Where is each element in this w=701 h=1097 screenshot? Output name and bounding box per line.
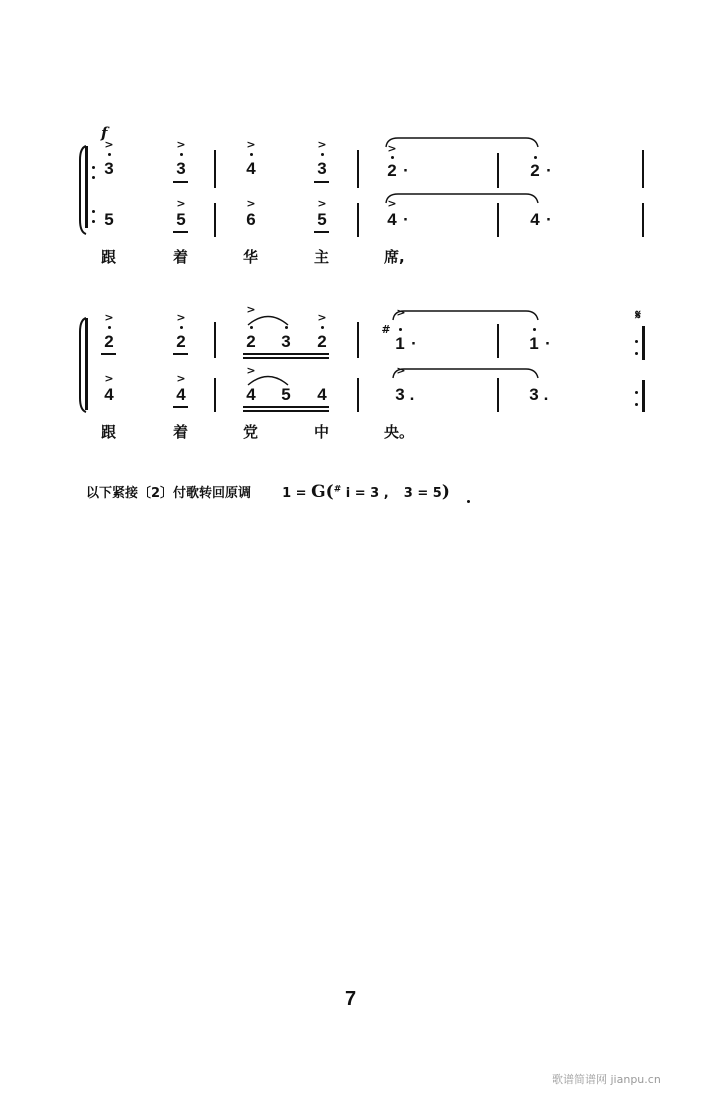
note: 4	[317, 385, 327, 404]
underline	[173, 406, 188, 408]
note-text: 以下紧接〔2〕付歌转回原调	[86, 486, 252, 501]
note: 4	[176, 385, 186, 404]
octave-dot	[108, 326, 111, 329]
paren-open: (	[325, 482, 334, 502]
low-octave-dot	[467, 500, 470, 503]
lyric: 着	[173, 248, 189, 266]
lyric: 华	[243, 248, 259, 266]
accent-mark: >	[317, 138, 327, 151]
lyric: 跟	[101, 423, 117, 441]
bar-line	[497, 378, 499, 412]
bar-line	[497, 324, 499, 358]
note: 3	[395, 385, 405, 404]
lyric: 席,	[384, 248, 405, 266]
key-prefix: 1 =	[282, 486, 307, 501]
underline	[243, 353, 329, 355]
dot: ·	[546, 161, 552, 180]
note: 2	[176, 332, 186, 351]
note: 2	[104, 332, 114, 351]
underline	[173, 353, 188, 355]
bar-line	[357, 322, 359, 358]
underline	[101, 353, 116, 355]
note: 3	[281, 332, 291, 351]
note: 3	[176, 159, 186, 178]
underline	[243, 357, 329, 359]
page-number: 7	[345, 988, 357, 1010]
lyric: 跟	[101, 248, 117, 266]
dynamic-forte: f	[101, 124, 108, 142]
note: 5	[317, 210, 327, 229]
bar-line	[357, 378, 359, 412]
accent-mark: >	[317, 311, 327, 324]
key-change-note	[86, 482, 450, 502]
note: 4	[246, 385, 256, 404]
accent-mark: >	[387, 197, 397, 210]
note: 4	[530, 210, 540, 229]
lyric: 中	[314, 423, 330, 441]
underline	[243, 410, 329, 412]
dot: ·	[411, 334, 417, 353]
lyric: 着	[173, 423, 189, 441]
repeat-dot	[635, 340, 638, 343]
accent-mark: >	[246, 197, 256, 210]
lyric: 主	[314, 248, 330, 266]
accent-mark: >	[176, 197, 186, 210]
note: 2	[530, 161, 540, 180]
note: 1	[529, 334, 539, 353]
key-equation-1: = 3 ,	[354, 486, 389, 501]
accent-mark: >	[396, 306, 406, 319]
octave-dot	[321, 326, 324, 329]
lyric: 党	[243, 423, 259, 441]
note: 1	[395, 334, 405, 353]
octave-dot	[533, 328, 536, 331]
accent-mark: >	[176, 311, 186, 324]
accent-mark: >	[246, 364, 256, 377]
key-equation-2: 3 =	[403, 486, 429, 501]
repeat-dot	[635, 352, 638, 355]
note: 2	[317, 332, 327, 351]
note: 5	[281, 385, 291, 404]
bar-line	[642, 380, 645, 412]
paren-close: )	[441, 482, 450, 502]
note: 6	[246, 210, 256, 229]
accent-mark: >	[104, 311, 114, 324]
note: 3	[317, 159, 327, 178]
sharp-sign: #	[333, 484, 342, 495]
accent-mark: >	[104, 138, 114, 151]
bar-line	[642, 326, 645, 360]
lyric: 央。	[384, 423, 415, 441]
octave-dot	[180, 326, 183, 329]
key-one: i	[345, 486, 351, 501]
note: 5	[176, 210, 186, 229]
sharp-sign: #	[381, 323, 391, 336]
note: 4	[104, 385, 114, 404]
accent-mark: >	[246, 138, 256, 151]
accent-mark: >	[317, 197, 327, 210]
accent-mark: >	[387, 142, 397, 155]
bar-line	[214, 322, 216, 358]
accent-mark: >	[104, 372, 114, 385]
segno-icon: 𝄋	[635, 308, 641, 323]
note: 4	[387, 210, 397, 229]
note: 2	[246, 332, 256, 351]
dot: .	[543, 385, 549, 404]
octave-dot	[285, 326, 288, 329]
note: 5	[104, 210, 114, 229]
octave-dot	[399, 328, 402, 331]
accent-mark: >	[176, 138, 186, 151]
note: 2	[387, 161, 397, 180]
note: 4	[246, 159, 256, 178]
note: 3	[529, 385, 539, 404]
repeat-dot	[635, 403, 638, 406]
dot: .	[409, 385, 415, 404]
dot: ·	[403, 161, 409, 180]
bar-line	[214, 378, 216, 412]
note: 3	[104, 159, 114, 178]
key-name: G	[311, 482, 326, 502]
dot: ·	[545, 334, 551, 353]
watermark: 歌谱简谱网 jianpu.cn	[552, 1073, 661, 1086]
key-five: 5	[432, 486, 442, 501]
accent-mark: >	[396, 364, 406, 377]
dot: ·	[403, 210, 409, 229]
octave-dot	[250, 326, 253, 329]
repeat-dot	[635, 391, 638, 394]
dot: ·	[546, 210, 552, 229]
accent-mark: >	[176, 372, 186, 385]
underline	[243, 406, 329, 408]
accent-mark: >	[246, 303, 256, 316]
